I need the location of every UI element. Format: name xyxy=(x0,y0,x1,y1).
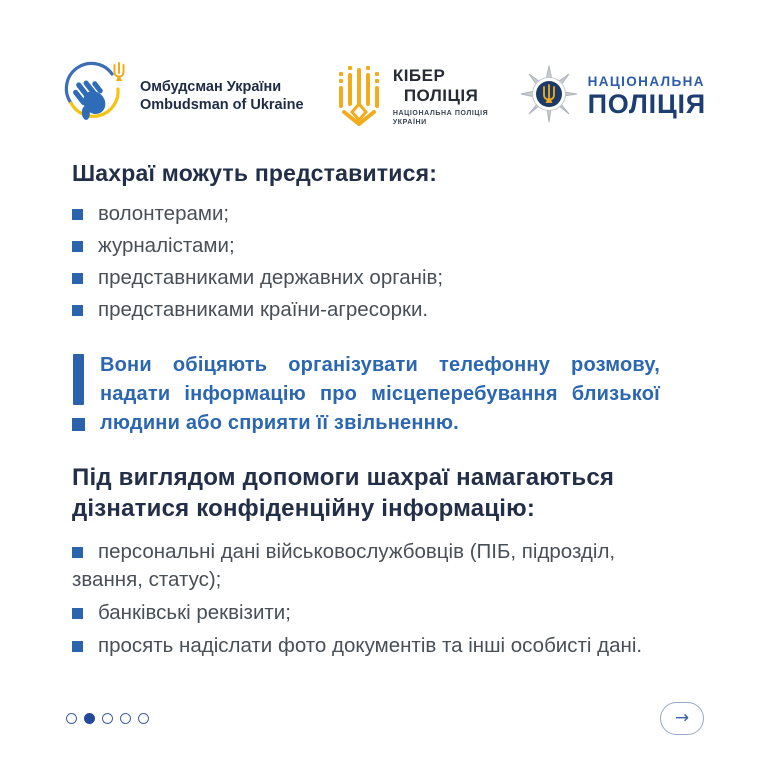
pagination-dot-active[interactable] xyxy=(84,713,95,724)
section1-list xyxy=(72,199,708,325)
police-title-line2: ПОЛІЦІЯ xyxy=(587,89,706,119)
bullet-square-icon xyxy=(72,641,83,652)
national-police-text xyxy=(588,74,706,118)
ombudsman-title-uk: Омбудсман України xyxy=(140,79,282,95)
warning-text: Вони обіцяють організувати телефонну розмову, надати інформацію про місцеперебування близької людини або сприяти її звільненню. xyxy=(100,354,660,434)
bullet-square-icon xyxy=(72,305,83,316)
bullet-square-icon xyxy=(72,273,83,284)
list-item: журналістами; xyxy=(72,231,708,261)
section2-list xyxy=(72,538,672,660)
cyberpolice-title: КІБЕР ПОЛІЦІЯ xyxy=(392,65,479,105)
list-item: представниками державних органів; xyxy=(72,263,708,293)
footer xyxy=(0,668,768,768)
list-item: банківські реквізити; xyxy=(72,599,672,627)
ombudsman-title-en: Ombudsman of Ukraine xyxy=(140,97,304,113)
pagination-dot[interactable] xyxy=(138,713,149,724)
ombudsman-hand-icon xyxy=(62,59,128,134)
warning-callout xyxy=(72,351,708,438)
cyberpolice-trident-icon xyxy=(335,62,383,131)
section1-heading: Шахраї можуть представитися: xyxy=(72,160,438,186)
header-logos xyxy=(0,0,768,136)
cyberpolice-logo xyxy=(335,62,488,131)
section2-heading: Під виглядом допомоги шахраї намагаються дізнатися конфіденційну інформацію: xyxy=(72,464,615,522)
pagination xyxy=(66,713,149,724)
national-police-logo xyxy=(520,65,706,128)
cyberpolice-subtitle: НАЦІОНАЛЬНА ПОЛІЦІЯ УКРАЇНИ xyxy=(392,109,489,126)
police-star-badge-icon xyxy=(520,65,578,128)
main-content xyxy=(0,136,768,668)
pagination-dot[interactable] xyxy=(120,713,131,724)
bullet-square-icon xyxy=(72,608,83,619)
list-item: просять надіслати фото документів та інші особисті дані. xyxy=(72,632,672,660)
exclamation-mark-icon xyxy=(72,351,85,438)
bullet-square-icon xyxy=(72,209,83,220)
pagination-dot[interactable] xyxy=(102,713,113,724)
pagination-dot[interactable] xyxy=(66,713,77,724)
arrow-right-icon: → xyxy=(674,708,690,728)
list-item: представниками країни-агресорки. xyxy=(72,295,708,325)
ombudsman-logo-text xyxy=(140,78,304,114)
police-title-line1: НАЦІОНАЛЬНА xyxy=(587,74,705,89)
list-item: волонтерами; xyxy=(72,199,708,229)
list-item: персональні дані військовослужбовців (ПІБ, підрозділ, звання, статус); xyxy=(72,540,616,591)
next-page-button[interactable] xyxy=(660,702,704,735)
bullet-square-icon xyxy=(72,241,83,252)
ombudsman-logo xyxy=(62,59,304,134)
cyberpolice-logo-text xyxy=(393,66,488,127)
bullet-square-icon xyxy=(72,547,83,558)
